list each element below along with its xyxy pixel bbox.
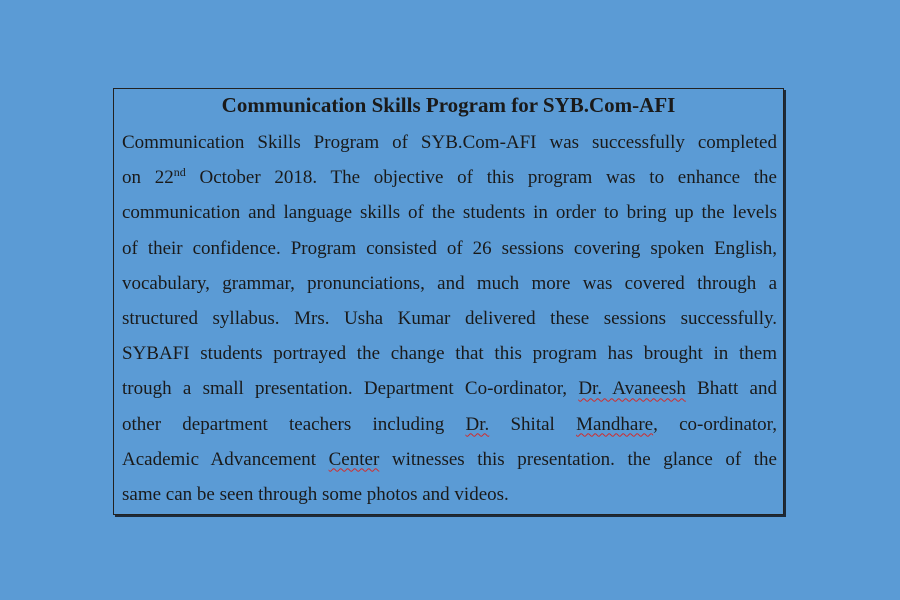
line-text: other department teachers including: [122, 413, 466, 435]
spellcheck-flagged-word: Mandhare: [576, 413, 654, 435]
line-text: trough a small presentation. Department Co-ordinator,: [122, 378, 579, 400]
text-box: [113, 88, 784, 515]
paragraph-line: same can be seen through some photos and videos.: [122, 483, 509, 505]
document-title: Communication Skills Program for SYB.Com-AFI: [221, 93, 676, 117]
line-text: Bhatt and: [685, 378, 777, 400]
spellcheck-flagged-word: Dr.: [465, 413, 490, 435]
spellcheck-flagged-word: Dr. Avaneesh: [578, 378, 686, 400]
body-paragraph: [122, 125, 777, 512]
spellcheck-flagged-word: Center: [328, 448, 380, 470]
line-text: October 2018. The objective of this program was to enhance the: [185, 167, 777, 189]
line-text: on 22: [122, 167, 174, 189]
paragraph-line: [122, 371, 777, 406]
paragraph-line: [122, 442, 777, 477]
paragraph-line: structured syllabus. Mrs. Usha Kumar delivered these sessions successfully.: [122, 307, 777, 329]
paragraph-line: communication and language skills of the students in order to bring up the levels: [122, 202, 777, 224]
line-text: , co-ordinator,: [653, 413, 777, 435]
paragraph-line: vocabulary, grammar, pronunciations, and much more was covered through a: [122, 272, 777, 294]
ordinal-suffix: nd: [173, 165, 186, 180]
paragraph-line: [122, 160, 777, 195]
line-text: Shital: [489, 413, 577, 435]
paragraph-line: Communication Skills Program of SYB.Com-AFI was successfully completed: [122, 132, 777, 153]
line-text: Academic Advancement: [122, 448, 329, 470]
paragraph-line: SYBAFI students portrayed the change that this program has brought in them: [122, 343, 777, 365]
paragraph-line: of their confidence. Program consisted of 26 sessions covering spoken English,: [122, 237, 777, 259]
line-text: witnesses this presentation. the glance of the: [379, 448, 777, 470]
paragraph-line: [122, 407, 777, 442]
